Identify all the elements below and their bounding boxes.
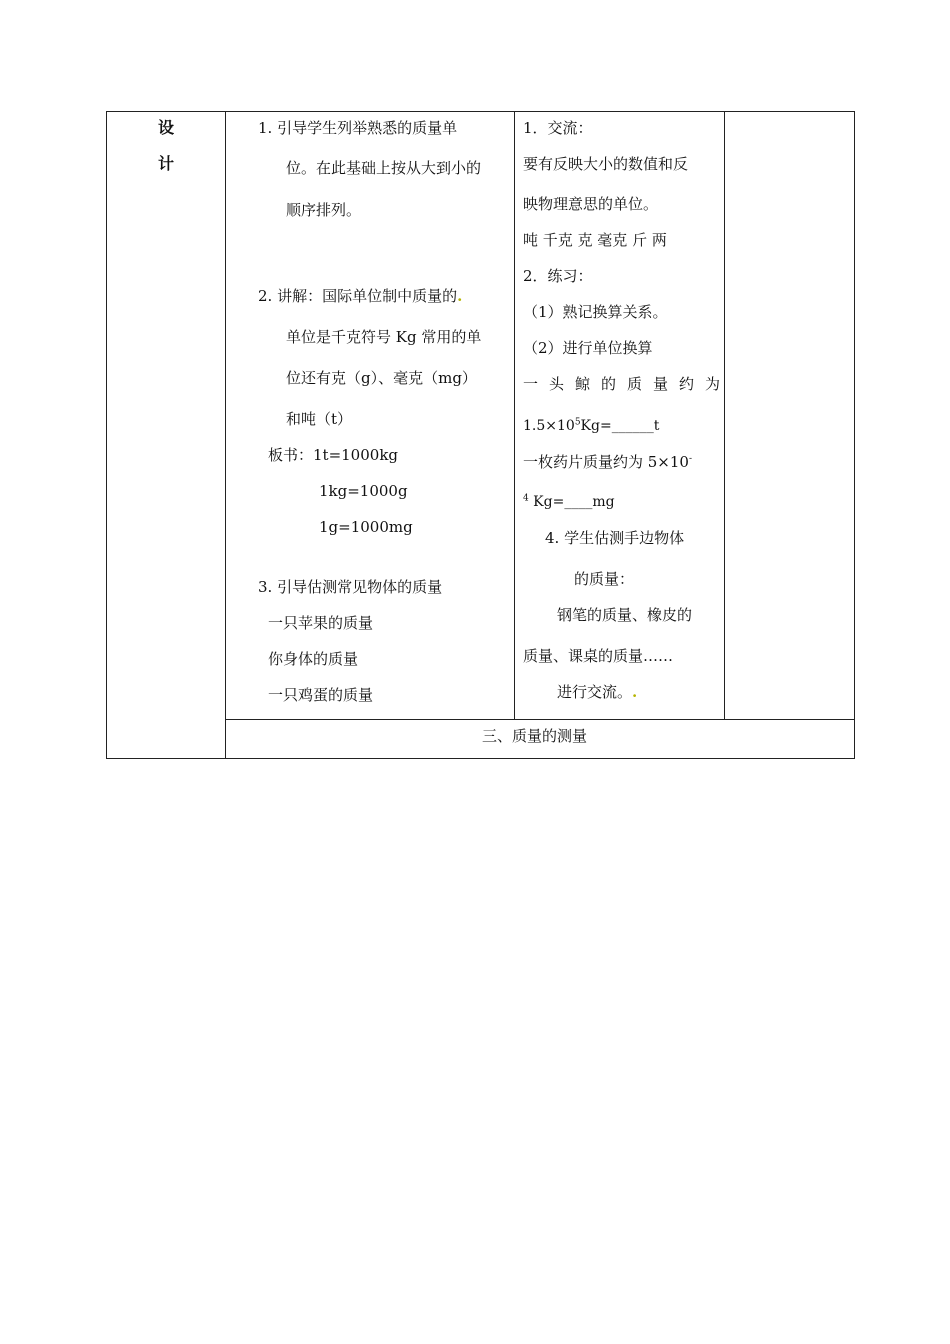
student-item-4-line-2: 的质量： [574, 570, 635, 588]
student-item-4-line-5: 进行交流。. [557, 683, 638, 701]
table-divider [724, 111, 725, 719]
student-line-5: 2．练习： [523, 267, 593, 285]
table-divider [225, 111, 226, 759]
whale-conversion: $1.5\times 10^5Kg=\_\_\_\_\_\_t$ [523, 417, 660, 434]
table-divider [225, 719, 855, 720]
teacher-item-2-line-4: 和吨（t） [286, 410, 353, 428]
accent-dot: . [457, 287, 463, 305]
teacher-item-3-line-2: 一只苹果的质量 [268, 614, 374, 632]
student-line-2: 要有反映大小的数值和反 [523, 155, 689, 173]
teacher-item-1-line-1: 1. 引导学生列举熟悉的质量单 [258, 119, 458, 137]
teacher-item-3-line-1: 3. 引导估测常见物体的质量 [258, 578, 443, 596]
teacher-item-1-line-3: 顺序排列。 [286, 201, 362, 219]
teacher-item-2-line-2: 单位是千克符号 Kg 常用的单 [286, 328, 482, 346]
teacher-item-1-line-2: 位。在此基础上按从大到小的 [286, 159, 482, 177]
pill-conversion-line-2: $^4$ Kg=____mg [523, 493, 615, 510]
student-line-3: 映物理意思的单位。 [523, 195, 659, 213]
row-label-1: 设 [158, 118, 175, 137]
table-divider [514, 111, 515, 719]
pill-conversion-line-1: 一枚药片质量约为 5×10- [523, 453, 693, 471]
row-label-2: 计 [158, 154, 175, 173]
teacher-item-3-line-4: 一只鸡蛋的质量 [268, 686, 374, 704]
teacher-item-3-line-3: 你身体的质量 [268, 650, 359, 668]
board-line-3: 1g=1000mg [319, 518, 413, 536]
board-line-2: 1kg=1000g [319, 482, 408, 500]
student-line-7: （2）进行单位换算 [523, 339, 653, 357]
teacher-item-2-line-1: 2. 讲解：国际单位制中质量的. [258, 287, 463, 305]
student-line-1: 1．交流： [523, 119, 593, 137]
student-line-4: 吨 千克 克 毫克 斤 两 [523, 231, 667, 249]
board-line-1: 板书：1t=1000kg [268, 446, 399, 464]
student-item-4-line-4: 质量、课桌的质量…… [523, 647, 674, 665]
accent-dot: . [632, 683, 638, 701]
lesson-table [106, 111, 855, 759]
student-item-4-line-3: 钢笔的质量、橡皮的 [557, 606, 693, 624]
student-line-8: 一头鲸的质量约为 [523, 375, 732, 393]
section-title: 三、质量的测量 [482, 727, 588, 745]
student-line-6: （1）熟记换算关系。 [523, 303, 668, 321]
teacher-item-2-line-3: 位还有克（g）、毫克（mg） [286, 369, 477, 387]
student-item-4-line-1: 4. 学生估测手边物体 [545, 529, 685, 547]
